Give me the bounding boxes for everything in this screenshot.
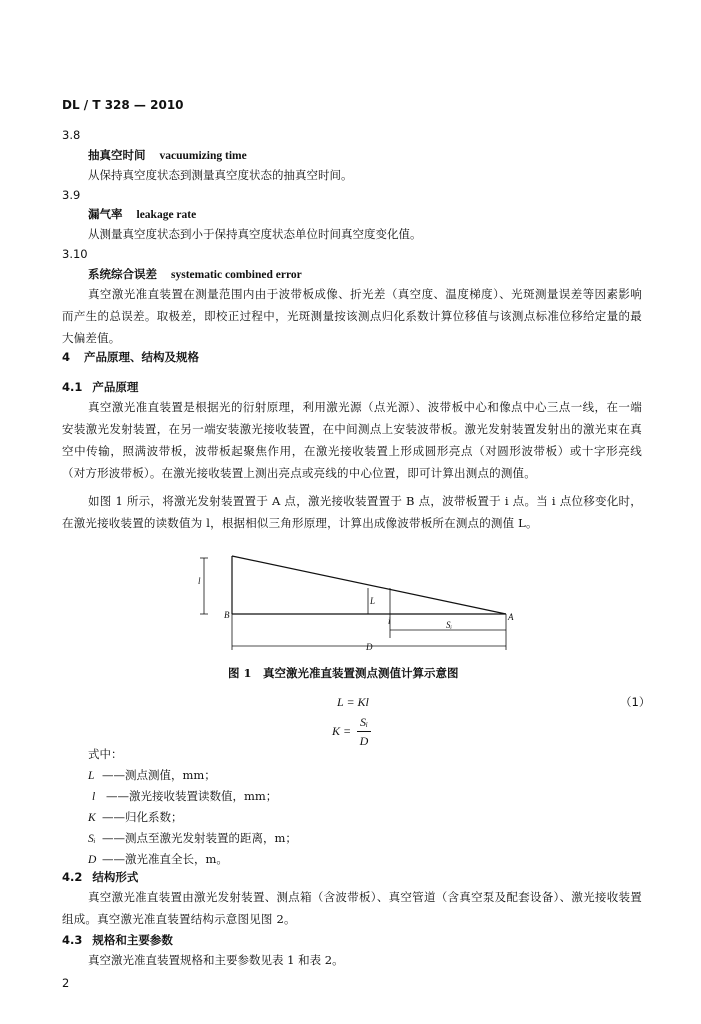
definition-3-8: 从保持真空度状态到测量真空度状态的抽真空时间。 xyxy=(88,168,353,182)
section-4-1-heading xyxy=(62,376,138,398)
section-4-2-paragraph: 真空激光准直装置由激光发射装置、测点箱（含波带板）、真空管道（含真空泵及配套设备）、激光接收装置组成。真空激光准直装置结构示意图见图 2。 xyxy=(62,890,642,926)
label-i: i xyxy=(388,616,391,626)
list-item: K ——归化系数； xyxy=(88,810,183,824)
section-4-3-number: 4.3 xyxy=(62,933,83,947)
term-3-10-cn: 系统综合误差 xyxy=(88,267,157,281)
formula-k-lhs: K = xyxy=(332,724,352,738)
where-intro: 式中： xyxy=(88,747,123,761)
section-4-3-heading xyxy=(62,929,173,951)
label-a: A xyxy=(508,612,514,622)
definition-3-9: 从测量真空度状态到小于保持真空度状态单位时间真空度变化值。 xyxy=(88,227,422,241)
page-number: 2 xyxy=(62,976,70,990)
section-3-8-number: 3.8 xyxy=(62,128,81,142)
term-3-10-en: systematic combined error xyxy=(171,269,302,281)
label-d: D xyxy=(366,642,373,652)
list-item: Sᵢ ——测点至激光发射装置的距离，m； xyxy=(88,831,297,845)
section-3-9-number: 3.9 xyxy=(62,188,81,202)
section-4-3-paragraph: 真空激光准直装置规格和主要参数见表 1 和表 2。 xyxy=(88,953,344,967)
formula-k-fraction xyxy=(356,713,372,750)
figure-1-diagram xyxy=(190,548,530,658)
list-item: l ——激光接收装置读数值，mm； xyxy=(92,789,278,803)
list-item: L ——测点测值，mm； xyxy=(88,768,216,782)
list-item: D ——激光准直全长，m。 xyxy=(88,852,228,866)
figure-1-caption: 图 1 真空激光准直装置测点测值计算示意图 xyxy=(228,666,459,680)
formula-l-equals-kl: L = Kl xyxy=(337,695,369,709)
section-4-1-paragraph-2: 如图 1 所示，将激光发射装置置于 A 点，激光接收装置置于 B 点，波带板置于 i 点。当 i 点位移变化时，在激光接收装置的读数值为 l，根据相似三角形原理，计算出成像波带板所在测点的测值 L。 xyxy=(62,494,642,530)
label-si: Sᵢ xyxy=(446,620,452,630)
section-4-number: 4 xyxy=(62,350,71,364)
term-3-8-cn: 抽真空时间 xyxy=(88,148,146,162)
section-4-3-title: 规格和主要参数 xyxy=(92,933,173,947)
label-l: L xyxy=(370,596,376,606)
section-4-2-heading xyxy=(62,866,138,888)
formula-number: （1） xyxy=(620,695,651,709)
label-small-l: l xyxy=(198,576,201,586)
label-b: B xyxy=(224,610,230,620)
section-4-1-title: 产品原理 xyxy=(92,380,139,394)
section-4-1-number: 4.1 xyxy=(62,380,83,394)
section-4-heading xyxy=(62,346,199,368)
section-3-10-number: 3.10 xyxy=(62,247,88,261)
section-4-1-paragraph-1: 真空激光准直装置是根据光的衍射原理，利用激光源（点光源）、波带板中心和像点中心三点一线，在一端安装激光发射装置，在另一端安装激光接收装置，在中间测点上安装波带板。激光发射装置发射出的激光束在真空中传输，照满波带板，波带板起聚焦作用，在激光接收装置上形成圆形亮点（对圆形波带板）或十字形亮线（对方形波带板）。在激光接收装置上测出亮点或亮线的中心位置，即可计算出测点的测值。 xyxy=(62,400,642,480)
section-4-title: 产品原理、结构及规格 xyxy=(84,350,200,364)
definition-3-10: 真空激光准直装置在测量范围内由于波带板成像、折光差（真空度、温度梯度）、光斑测量误差等因素影响而产生的总误差。取极差，即校正过程中，光斑测量按该测点归化系数计算位移值与该测点标准位移给定量的最大偏差值。 xyxy=(62,287,642,345)
standard-number: DL / T 328 — 2010 xyxy=(62,98,184,112)
formula-k-numerator: Sᵢ xyxy=(360,715,368,729)
formula-k-denominator: D xyxy=(359,734,369,748)
term-3-9-cn: 漏气率 xyxy=(88,207,123,221)
section-4-2-title: 结构形式 xyxy=(92,870,139,884)
term-3-9-en: leakage rate xyxy=(136,209,197,221)
term-3-8-en: vacuumizing time xyxy=(159,150,247,162)
beam-hypotenuse xyxy=(232,556,506,614)
section-4-2-number: 4.2 xyxy=(62,870,83,884)
